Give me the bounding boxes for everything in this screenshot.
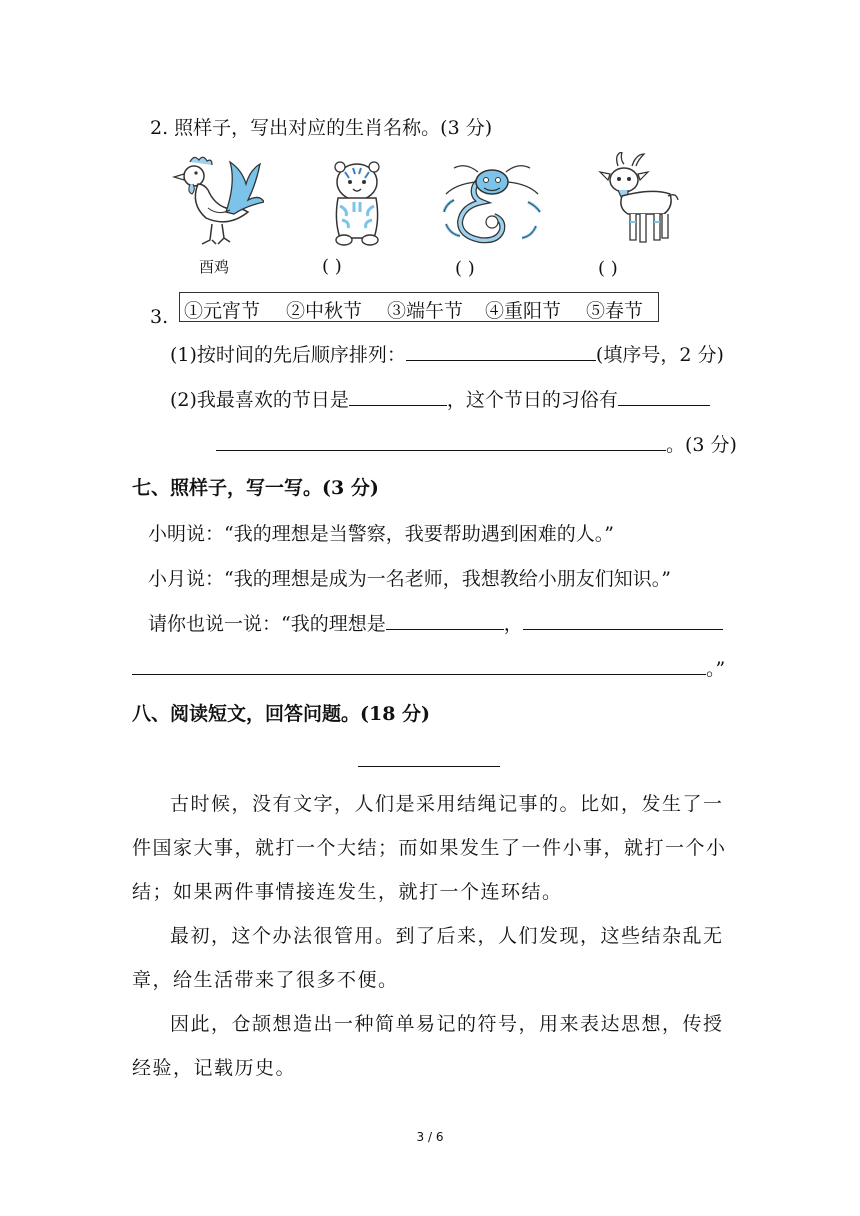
- q3-sub2-end: 。(3 分): [666, 434, 737, 456]
- q3-sub1-prefix: (1)按时间的先后顺序排列：: [170, 344, 406, 366]
- ideal-answer-blank[interactable]: [386, 611, 504, 630]
- section7-prompt-end: 。”: [706, 658, 726, 680]
- goat-answer-blank[interactable]: ( ): [598, 258, 618, 279]
- rooster-illustration: [168, 152, 264, 252]
- option-2: ②中秋节: [286, 300, 363, 322]
- festival-options-box: [179, 292, 659, 322]
- favorite-festival-blank[interactable]: [349, 387, 447, 406]
- passage: [132, 782, 732, 1090]
- q3-sub2-prefix: (2)我最喜欢的节日是: [170, 389, 349, 411]
- q3-sub2: [170, 387, 710, 412]
- q3-sub2-cont: [216, 432, 737, 457]
- passage-paragraph-3: 因此，仓颉想造出一种简单易记的符号，用来表达思想，传授经验，记载历史。: [132, 1013, 724, 1079]
- option-5: ⑤春节: [586, 300, 644, 322]
- passage-paragraph-2: 最初，这个办法很管用。到了后来，人们发现，这些结杂乱无章，给生活带来了很多不便。: [132, 925, 724, 991]
- section7-prompt-comma: ，: [503, 613, 523, 635]
- q3-sub1-suffix: (填序号，2 分): [595, 344, 724, 366]
- option-3: ③端午节: [387, 300, 464, 322]
- reason-answer-blank-1[interactable]: [523, 611, 723, 630]
- q2-label: 2. 照样子，写出对应的生肖名称。(3 分): [150, 117, 493, 139]
- rooster-caption: 酉鸡: [199, 258, 230, 276]
- q3-number: 3.: [150, 306, 169, 328]
- section7-prompt: [148, 611, 723, 636]
- section7-prompt-cont: [132, 656, 725, 681]
- q3-sub1: [170, 342, 724, 367]
- custom-answer-blank-1[interactable]: [618, 387, 710, 406]
- section7-heading: 七、照样子，写一写。(3 分): [132, 477, 379, 499]
- custom-answer-blank-2[interactable]: [216, 432, 666, 451]
- dragon-illustration: [440, 160, 544, 252]
- section7-example1: 小明说：“我的理想是当警察，我要帮助遇到困难的人。”: [148, 523, 614, 545]
- section7-prompt-prefix: 请你也说一说：“我的理想是: [148, 613, 386, 635]
- section7-example2: 小月说：“我的理想是成为一名老师，我想教给小朋友们知识。”: [148, 568, 671, 590]
- passage-title-blank[interactable]: [358, 766, 500, 767]
- dragon-answer-blank[interactable]: ( ): [455, 258, 475, 279]
- section8-heading: 八、阅读短文，回答问题。(18 分): [132, 703, 431, 725]
- passage-paragraph-1: 古时候，没有文字，人们是采用结绳记事的。比如，发生了一件国家大事，就打一个大结；而如果发生了一件小事，就打一个小结；如果两件事情接连发生，就打一个连环结。: [132, 793, 727, 903]
- option-1: ①元宵节: [184, 300, 261, 322]
- order-answer-blank[interactable]: [406, 342, 596, 361]
- option-4: ④重阳节: [485, 300, 562, 322]
- tiger-answer-blank[interactable]: ( ): [322, 256, 342, 277]
- tiger-illustration: [318, 158, 396, 250]
- reason-answer-blank-2[interactable]: [132, 656, 706, 675]
- q3-sub2-middle: ，这个节日的习俗有: [446, 389, 618, 411]
- page-number: 3 / 6: [416, 1130, 444, 1144]
- goat-illustration: [592, 152, 682, 252]
